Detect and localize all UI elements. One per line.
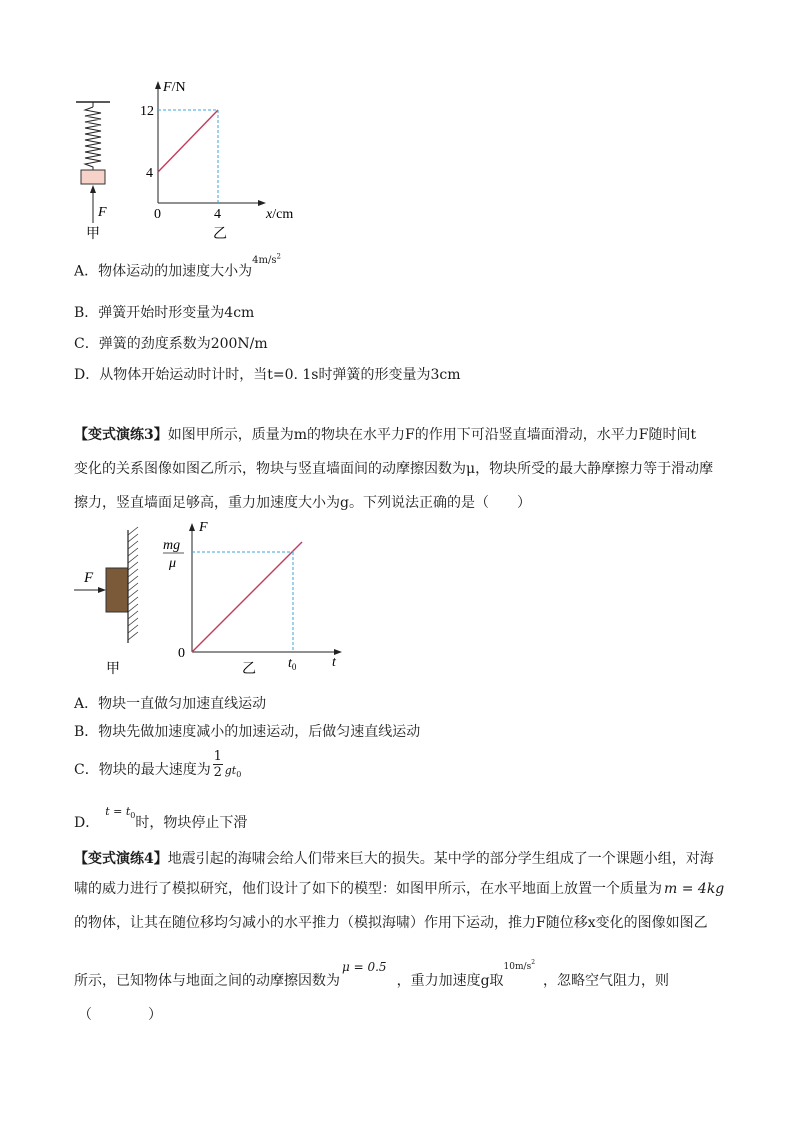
chart-caption: 乙 <box>213 226 227 242</box>
block <box>106 568 128 612</box>
q3-option-b: B．物块先做加速度减小的加速运动，后做匀速直线运动 <box>74 724 421 740</box>
q1-option-d: D．从物体开始运动时计时，当t=0. 1s时弹簧的形变量为3cm <box>74 367 461 383</box>
x-axis-label: x/cm <box>266 207 294 222</box>
x-tick-0: 0 <box>154 207 161 222</box>
spring <box>85 107 101 170</box>
force-label: F <box>98 205 107 220</box>
data-line <box>192 542 302 652</box>
figure3 <box>70 515 350 680</box>
q3-label: 【变式演练3】 <box>74 427 168 443</box>
q1-option-c: C．弹簧的劲度系数为200N/m <box>74 336 268 352</box>
force-arrow <box>98 587 106 593</box>
jia-label: 甲 <box>106 661 120 677</box>
figure1 <box>60 75 320 245</box>
q1-option-b: B．弹簧开始时形变量为4cm <box>74 305 255 321</box>
q4-stem: 【变式演练4】地震引起的海啸会给人们带来巨大的损失。某中学的部分学生组成了一个课题小组，对海 啸的威力进行了模拟研究，他们设计了如下的模型：如图甲所示，在水平地面上放置一个质量为 m = 4kg 的物体，让其在随位移均匀减小的水平推力（模拟海啸）作用下运动，推力F随位移x变化的图像如图乙 所示，已知物体与地面之间的动摩擦因数为μ = 0.5，重力加速度g取$^{10m/s2}$，忽略空气阻力，则 （ ） <box>74 851 725 1023</box>
block <box>81 170 105 184</box>
q3-option-c: C．物块的最大速度为 $\frac{1}{2}$ $_{gt0}$ <box>74 749 242 780</box>
q1-option-a: A．物体运动的加速度大小为$^{4m/s^2}$ <box>74 253 281 280</box>
wall-hatching <box>128 527 138 640</box>
q4-label: 【变式演练4】 <box>74 851 168 867</box>
x-tick-4: 4 <box>214 207 221 222</box>
q3-option-d: D．t = t0时，物块停止下滑 <box>74 805 248 831</box>
origin-label: 0 <box>178 646 185 661</box>
y-tick-numerator: mg <box>163 538 181 553</box>
q3-stem: 【变式演练3】如图甲所示，质量为m的物块在水平力F的作用下可沿竖直墙面滑动，水平力F随时间t 变化的关系图像如图乙所示，物块与竖直墙面间的动摩擦因数为μ，物块所受的最大静摩擦力等于滑动摩 擦力，竖直墙面足够高，重力加速度大小为g。下列说法正确的是（ ） <box>74 427 714 511</box>
y-tick-4: 4 <box>146 166 153 181</box>
q3-option-a: A．物块一直做匀加速直线运动 <box>74 696 267 712</box>
force-label: F <box>84 570 94 586</box>
y-tick-12: 12 <box>140 104 154 119</box>
x-axis-label: t <box>332 655 336 670</box>
y-axis-label: F/N <box>163 80 186 95</box>
force-arrow <box>90 185 96 193</box>
y-axis-label: F <box>199 520 208 535</box>
x-tick-t0: $t_0$ <box>288 656 297 672</box>
data-line <box>158 110 218 172</box>
y-tick-denominator: μ <box>169 556 177 571</box>
jia-label: 甲 <box>86 226 100 242</box>
chart-caption: 乙 <box>242 661 256 677</box>
